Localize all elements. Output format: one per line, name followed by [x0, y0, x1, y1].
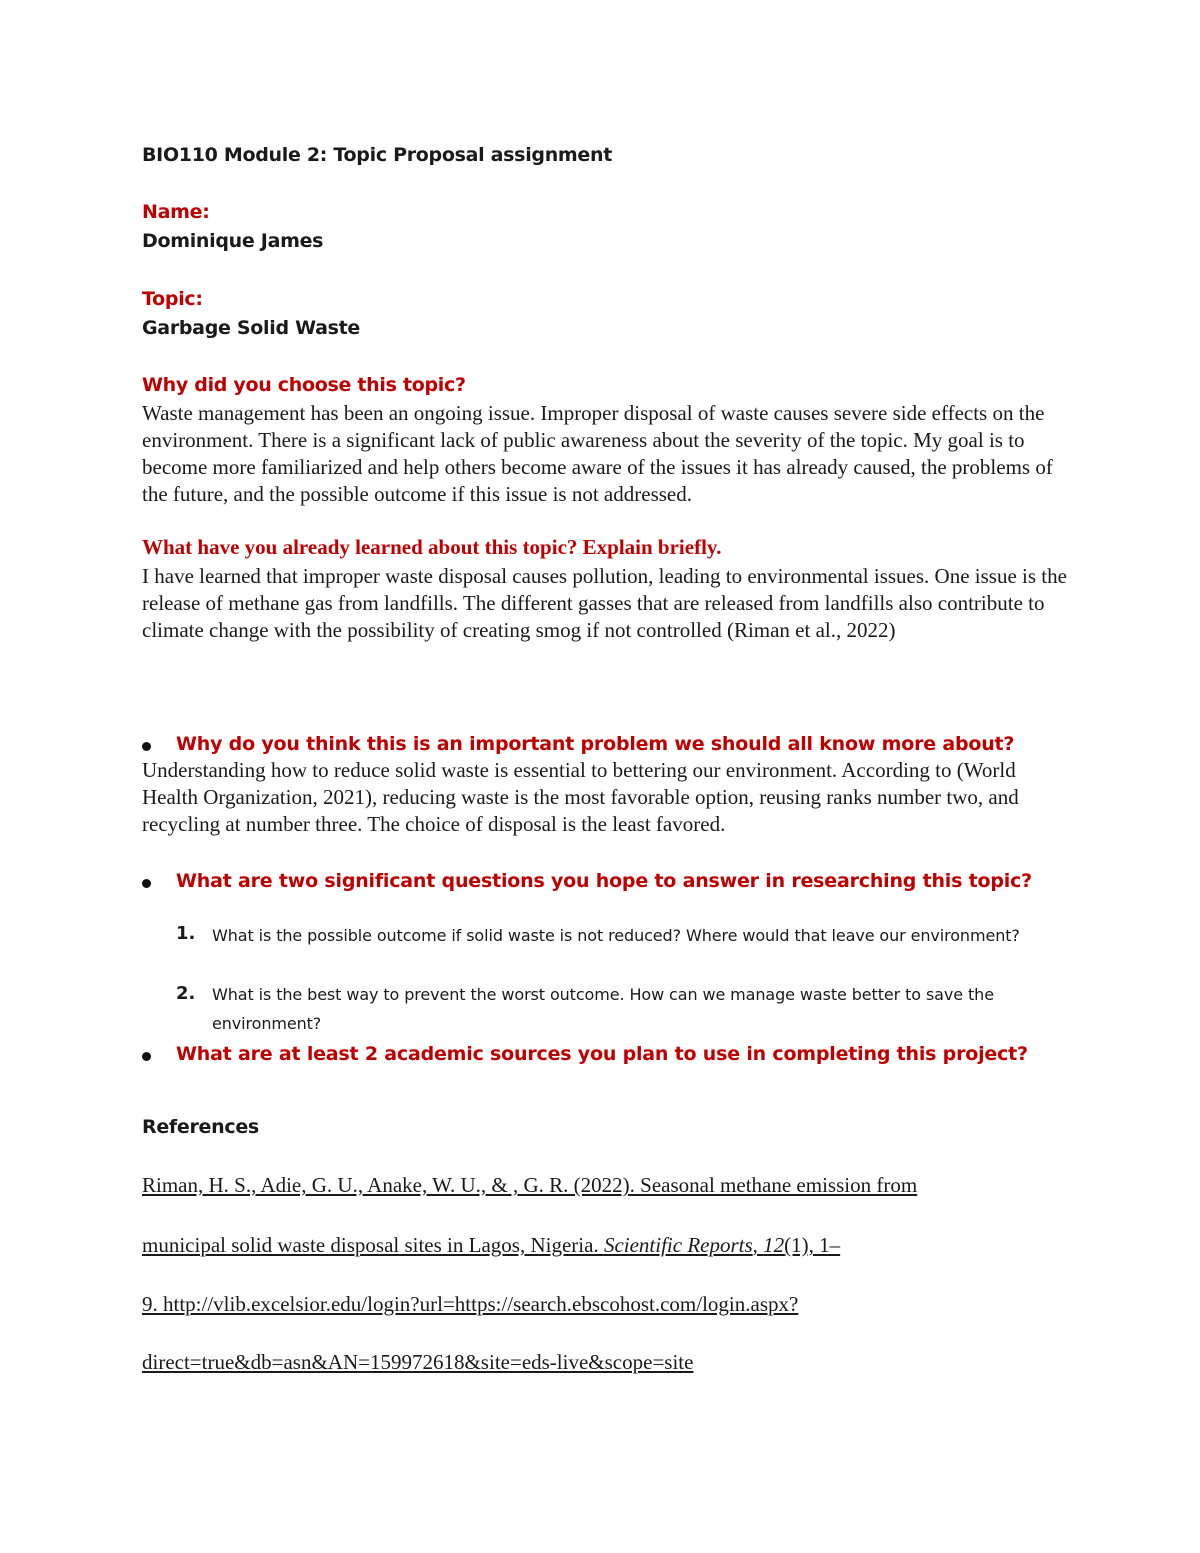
bullet-icon	[142, 742, 151, 751]
reference-line-2-text: municipal solid waste disposal sites in Lagos, Nigeria.	[142, 1233, 604, 1257]
bullet-icon	[142, 879, 151, 888]
topic-label: Topic:	[142, 288, 203, 310]
bullet-icon	[142, 1052, 151, 1061]
already-learned-question: What have you already learned about this topic? Explain briefly.	[142, 535, 722, 559]
why-chose-question: Why did you choose this topic?	[142, 374, 466, 396]
question-2-text: What is the best way to prevent the worst outcome. How can we manage waste better to save the environment?	[212, 985, 994, 1033]
reference-line-2[interactable]	[142, 1233, 840, 1258]
reference-separator: ,	[752, 1233, 764, 1257]
sources-question: What are at least 2 academic sources you plan to use in completing this project?	[176, 1043, 1028, 1065]
name-value: Dominique James	[142, 230, 324, 252]
important-problem-answer: Understanding how to reduce solid waste is essential to bettering our environment. According to (World Health Organization, 2021), reducing waste is the most favorable option, reusing ranks number two, and recycling at number three. The choice of disposal is the least favored.	[142, 758, 1019, 836]
reference-volume: 12	[763, 1233, 785, 1257]
reference-url-params[interactable]: direct=true&db=asn&AN=159972618&site=eds-live&scope=site	[142, 1350, 694, 1374]
two-questions-question: What are two significant questions you hope to answer in researching this topic?	[176, 870, 1032, 892]
why-chose-answer: Waste management has been an ongoing issue. Improper disposal of waste causes severe side effects on the environment. There is a significant lack of public awareness about the severity of the topic. My goal is to become more familiarized and help others become aware of the issues it has already caused, the problems of the future, and the possible outcome if this issue is not addressed.	[142, 401, 1053, 506]
reference-url-line[interactable]: 9. http://vlib.excelsior.edu/login?url=https://search.ebscohost.com/login.aspx?	[142, 1292, 799, 1316]
document-title: BIO110 Module 2: Topic Proposal assignment	[142, 144, 613, 166]
important-problem-question: Why do you think this is an important problem we should all know more about?	[176, 733, 1015, 755]
question-1-text: What is the possible outcome if solid waste is not reduced? Where would that leave our environment?	[212, 926, 1020, 945]
name-label: Name:	[142, 201, 210, 223]
reference-pages: (1), 1–	[784, 1233, 841, 1257]
reference-line-1[interactable]: Riman, H. S., Adie, G. U., Anake, W. U., & , G. R. (2022). Seasonal methane emission from	[142, 1173, 918, 1197]
question-1-number: 1.	[176, 923, 196, 944]
already-learned-answer: I have learned that improper waste disposal causes pollution, leading to environmental issues. One issue is the release of methane gas from landfills. The different gasses that are released from landfills also contribute to climate change with the possibility of creating smog if not controlled (Riman et al., 2022)	[142, 564, 1067, 642]
question-2-number: 2.	[176, 983, 196, 1004]
references-heading: References	[142, 1116, 259, 1138]
reference-journal: Scientific Reports	[603, 1233, 753, 1257]
topic-value: Garbage Solid Waste	[142, 317, 360, 339]
